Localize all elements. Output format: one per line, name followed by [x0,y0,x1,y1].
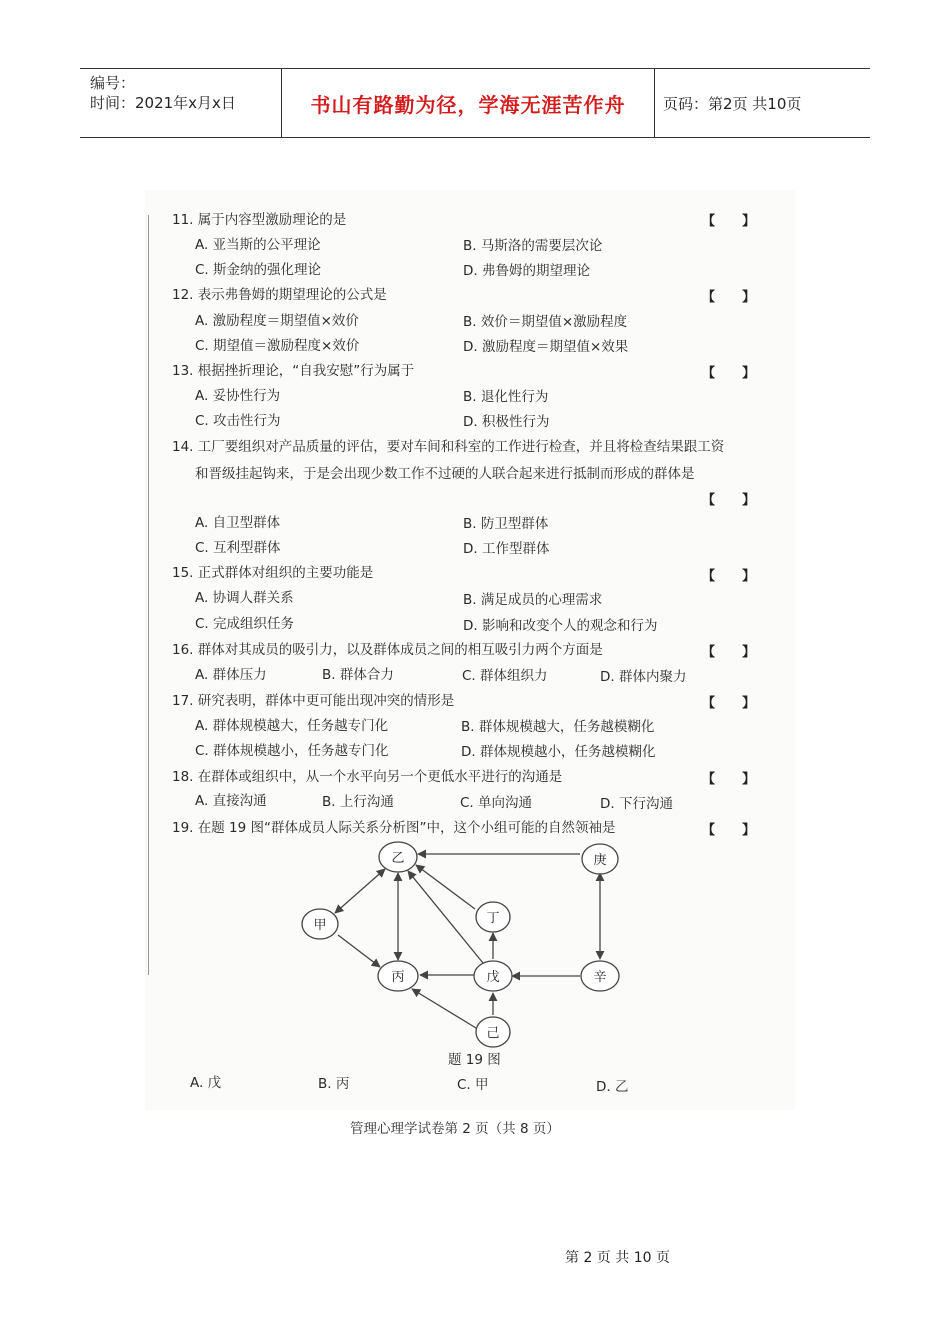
answer-bracket: 【 】 [702,214,756,229]
question-11-stem: 11. 属于内容型激励理论的是 [172,212,347,228]
node-label-jia: 甲 [313,918,327,933]
question-12-stem: 12. 表示弗鲁姆的期望理论的公式是 [172,287,387,303]
answer-bracket: 【 】 [702,290,756,305]
option-11-a: A. 亚当斯的公平理论 [195,237,321,253]
page-footer: 第 2 页 共 10 页 [565,1250,670,1266]
margin-line [148,215,149,975]
option-12-b: B. 效价＝期望值×激励程度 [463,314,628,330]
option-11-b: B. 马斯洛的需要层次论 [463,238,603,254]
option-14-a: A. 自卫型群体 [195,515,281,531]
option-16-d: D. 群体内聚力 [600,669,687,685]
diagram-edges [335,854,600,1028]
option-18-d: D. 下行沟通 [600,796,673,812]
option-15-a: A. 协调人群关系 [195,590,294,606]
node-label-bing: 丙 [391,970,405,985]
question-14-stem: 14. 工厂要组织对产品质量的评估，要对车间和科室的工作进行检查，并且将检查结果跟工资 [172,439,725,455]
diagram-caption: 题 19 图 [448,1052,501,1068]
answer-bracket: 【 】 [702,645,756,660]
motto: 书山有路勤为径，学海无涯苦作舟 [281,69,655,137]
option-19-b: B. 丙 [318,1076,350,1092]
option-19-a: A. 戊 [190,1075,222,1091]
option-16-c: C. 群体组织力 [462,668,548,684]
answer-bracket: 【 】 [702,823,756,838]
question-13-stem: 13. 根据挫折理论，“自我安慰”行为属于 [172,363,415,379]
option-18-a: A. 直接沟通 [195,793,267,809]
node-label-ji: 己 [486,1026,500,1041]
option-14-b: B. 防卫型群体 [463,516,549,532]
time-label: 时间：2021年x月x日 [90,94,236,112]
question-17-stem: 17. 研究表明，群体中更可能出现冲突的情形是 [172,693,455,709]
page-label: 页码：第2页 共10页 [663,94,802,113]
node-label-ding: 丁 [486,911,500,926]
scan-page-footer: 管理心理学试卷第 2 页（共 8 页） [350,1121,560,1137]
question-19-stem: 19. 在题 19 图“群体成员人际关系分析图”中，这个小组可能的自然领袖是 [172,820,616,836]
option-11-c: C. 斯金纳的强化理论 [195,262,322,278]
option-13-a: A. 妥协性行为 [195,388,281,404]
header-meta [80,69,280,137]
diagram-labels [313,851,606,1041]
question-18-stem: 18. 在群体或组织中，从一个水平向另一个更低水平进行的沟通是 [172,769,563,785]
option-13-d: D. 积极性行为 [463,414,550,430]
answer-bracket: 【 】 [702,366,756,381]
option-12-d: D. 激励程度＝期望值×效果 [463,339,629,355]
option-13-b: B. 退化性行为 [463,389,549,405]
option-13-c: C. 攻击性行为 [195,413,281,429]
number-label: 编号： [90,74,136,92]
question-14-stem-line2: 和晋级挂起钩来，于是会出现少数工作不过硬的人联合起来进行抵制而形成的群体是 [195,466,695,482]
option-12-c: C. 期望值＝激励程度×效价 [195,338,360,354]
page-header [80,68,870,138]
node-label-geng: 庚 [593,853,607,868]
option-15-b: B. 满足成员的心理需求 [463,592,603,608]
relationship-diagram [290,835,650,1050]
option-19-d: D. 乙 [596,1079,629,1095]
answer-bracket: 【 】 [702,696,756,711]
option-17-b: B. 群体规模越大，任务越模糊化 [461,719,655,735]
option-14-d: D. 工作型群体 [463,541,550,557]
node-label-yi: 乙 [391,851,405,866]
option-12-a: A. 激励程度＝期望值×效价 [195,313,359,329]
option-15-c: C. 完成组织任务 [195,616,295,632]
option-19-c: C. 甲 [457,1077,489,1093]
option-18-c: C. 单向沟通 [460,795,533,811]
option-16-b: B. 群体合力 [322,667,394,683]
option-17-a: A. 群体规模越大，任务越专门化 [195,718,389,734]
question-16-stem: 16. 群体对其成员的吸引力，以及群体成员之间的相互吸引力两个方面是 [172,642,603,658]
node-label-wu: 戊 [486,970,500,985]
option-15-d: D. 影响和改变个人的观念和行为 [463,618,658,634]
option-11-d: D. 弗鲁姆的期望理论 [463,263,590,279]
option-16-a: A. 群体压力 [195,667,267,683]
option-17-d: D. 群体规模越小，任务越模糊化 [461,744,656,760]
answer-bracket: 【 】 [702,569,756,584]
option-18-b: B. 上行沟通 [322,794,394,810]
answer-bracket: 【 】 [702,493,756,508]
question-15-stem: 15. 正式群体对组织的主要功能是 [172,565,374,581]
answer-bracket: 【 】 [702,772,756,787]
node-label-xin: 辛 [593,970,607,985]
option-14-c: C. 互利型群体 [195,540,281,556]
option-17-c: C. 群体规模越小，任务越专门化 [195,743,389,759]
